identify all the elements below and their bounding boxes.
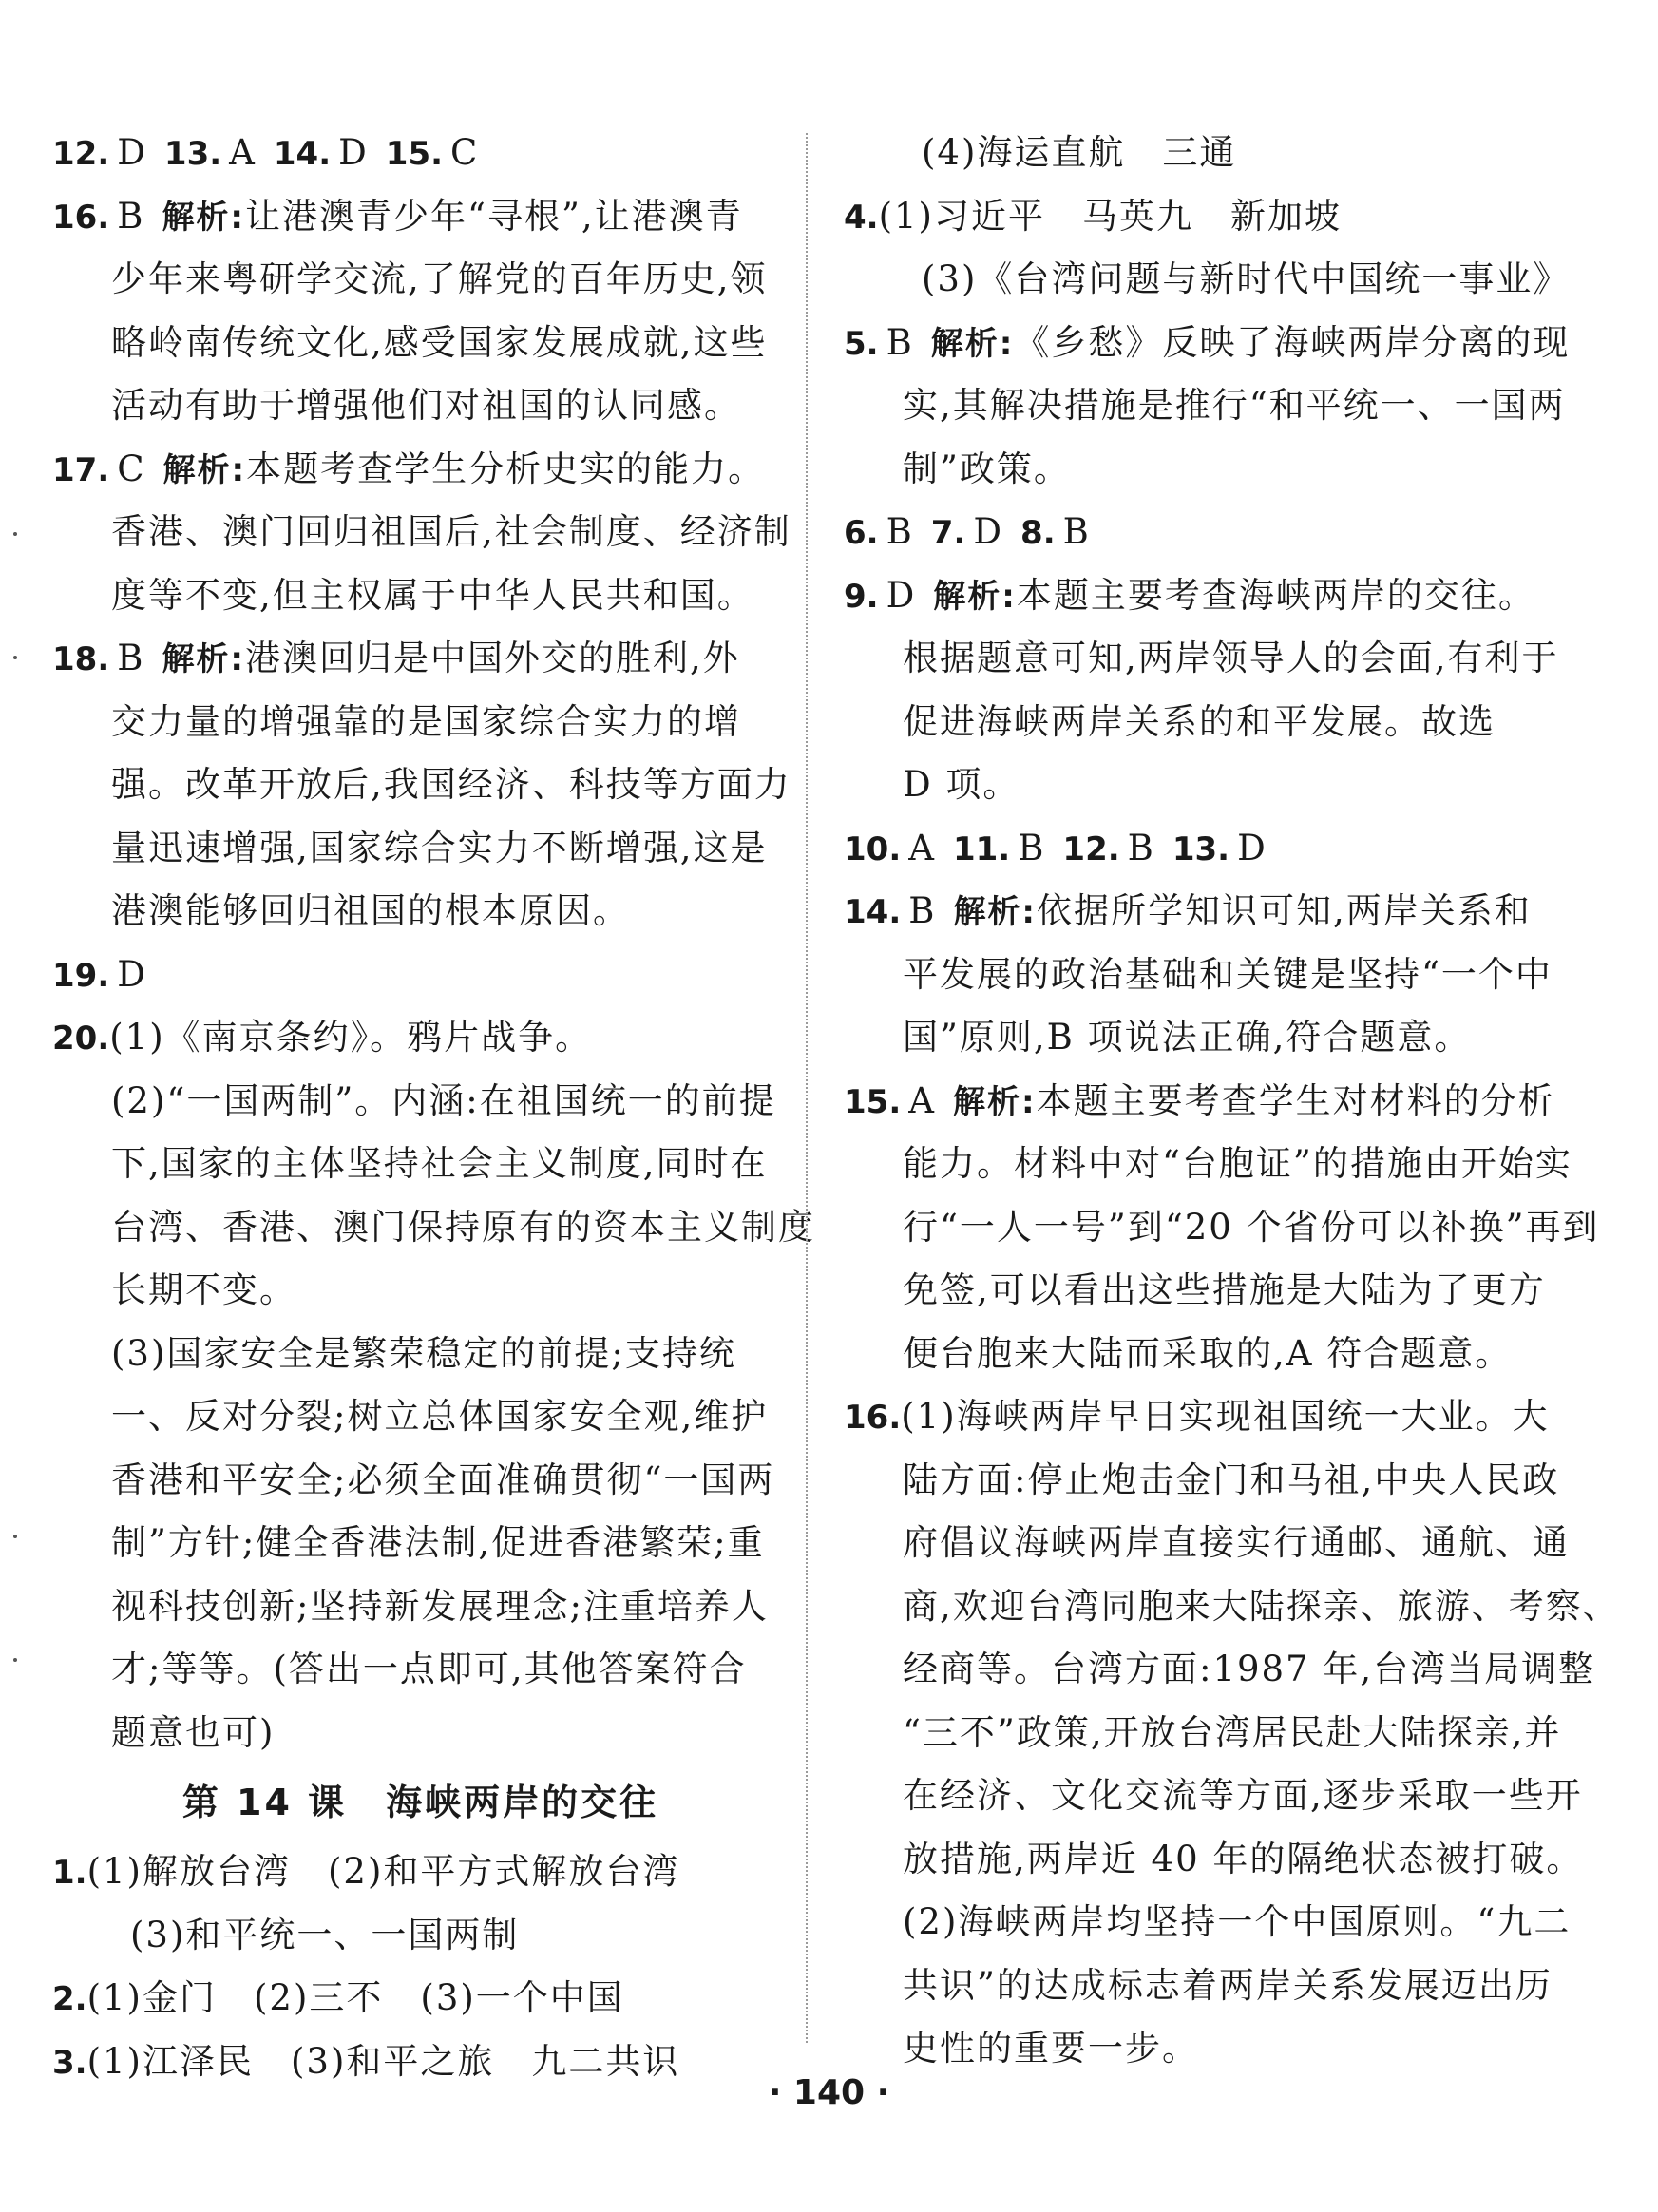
- question-line: [52, 185, 789, 249]
- margin-dot: [13, 656, 17, 659]
- answer-choice: A: [908, 1079, 936, 1121]
- answer-text: 依据所学知识可知,两岸关系和: [1037, 890, 1532, 931]
- continuation-line: (3)《台湾问题与新时代中国统一事业》: [922, 258, 1571, 299]
- answer-text: 港澳回归是中国外交的胜利,外: [245, 638, 740, 678]
- continuation-line: (2)“一国两制”。内涵:在祖国统一的前提: [111, 1079, 776, 1121]
- continuation-line: “三不”政策,开放台湾居民赴大陆探亲,并: [903, 1711, 1562, 1753]
- answer-choice: B: [886, 511, 914, 552]
- question-number: 13.: [163, 135, 222, 173]
- answer-text: (1)海峡两岸早日实现祖国统一大业。大: [901, 1396, 1550, 1437]
- question-number: 12.: [52, 135, 110, 173]
- answer-choice: D: [117, 953, 147, 995]
- answer-row: [52, 122, 789, 185]
- continuation-line: 才;等等。(答出一点即可,其他答案符合: [111, 1649, 747, 1689]
- question-number: 13.: [1172, 830, 1230, 868]
- answer-choice: B: [117, 195, 145, 237]
- continuation-line: (4)海运直航 三通: [922, 132, 1237, 173]
- answer-row: [844, 501, 1604, 564]
- margin-dot: [13, 1658, 17, 1662]
- answer-choice: D: [338, 132, 369, 173]
- continuation-line: 香港和平安全;必须全面准确贯彻“一国两: [111, 1459, 775, 1500]
- continuation-line: 能力。材料中对“台胞证”的措施由开始实: [903, 1143, 1572, 1184]
- analysis-label: 解析:: [162, 450, 247, 489]
- continuation-line: 强。改革开放后,我国经济、科技等方面力: [111, 764, 791, 805]
- analysis-label: 解析:: [933, 577, 1017, 616]
- answer-choice: D: [973, 511, 1004, 552]
- question-number: 15.: [385, 135, 444, 173]
- question-number: 6.: [844, 514, 879, 552]
- continuation-line: D 项。: [903, 764, 1020, 805]
- continuation-line: 量迅速增强,国家综合实力不断增强,这是: [111, 827, 768, 868]
- continuation-line: 在经济、文化交流等方面,逐步采取一些开: [903, 1775, 1583, 1816]
- continuation-line: 便台胞来大陆而采取的,A 符合题意。: [903, 1332, 1513, 1374]
- continuation-line: 度等不变,但主权属于中华人民共和国。: [111, 574, 754, 616]
- question-number: 8.: [1020, 514, 1056, 552]
- answer-text: 本题主要考查海峡两岸的交往。: [1016, 574, 1535, 616]
- question-number: 4.: [844, 198, 879, 237]
- question-line: [52, 627, 789, 691]
- continuation-line: 府倡议海峡两岸直接实行通邮、通航、通: [903, 1522, 1570, 1563]
- answer-text: (1)《南京条约》。鸦片战争。: [109, 1017, 593, 1058]
- question-number: 10.: [844, 830, 902, 868]
- question-number: 16.: [844, 1399, 902, 1437]
- answer-choice: D: [886, 574, 917, 616]
- question-line: [844, 880, 1604, 944]
- continuation-line: 根据题意可知,两岸领导人的会面,有利于: [903, 638, 1559, 678]
- answer-choice: A: [229, 132, 257, 173]
- question-number: 17.: [52, 450, 110, 489]
- question-line: [844, 185, 1604, 249]
- answer-text: 让港澳青少年“寻根”,让港澳青: [245, 195, 743, 237]
- continuation-line: 少年来粤研学交流,了解党的百年历史,领: [111, 258, 768, 299]
- left-column: [52, 122, 815, 2093]
- continuation-line: 商,欢迎台湾同胞来大陆探亲、旅游、考察、: [903, 1585, 1620, 1627]
- continuation-line: 国”原则,B 项说法正确,符合题意。: [903, 1017, 1472, 1058]
- answer-choice: B: [908, 890, 937, 931]
- continuation-line: 港澳能够回归祖国的根本原因。: [111, 890, 630, 931]
- question-number: 16.: [52, 198, 110, 237]
- continuation-line: 题意也可): [111, 1711, 276, 1753]
- continuation-line: 制”政策。: [903, 448, 1071, 489]
- answer-choice: B: [1018, 827, 1046, 868]
- question-number: 19.: [52, 956, 110, 995]
- continuation-line: 陆方面:停止炮击金门和马祖,中央人民政: [903, 1459, 1560, 1500]
- answer-text: (1)习近平 马英九 新加坡: [878, 195, 1342, 237]
- question-line: [52, 1967, 789, 2031]
- question-line: [844, 312, 1604, 375]
- question-number: 20.: [52, 1020, 110, 1058]
- continuation-line: (3)国家安全是繁荣稳定的前提;支持统: [111, 1332, 736, 1374]
- continuation-line: 促进海峡两岸关系的和平发展。故选: [903, 700, 1496, 742]
- section-heading: 第 14 课 海峡两岸的交往: [181, 1782, 659, 1823]
- answer-choice: B: [117, 638, 145, 678]
- answer-choice: D: [117, 132, 147, 173]
- continuation-line: (2)海峡两岸均坚持一个中国原则。“九二: [903, 1901, 1572, 1942]
- continuation-line: 下,国家的主体坚持社会主义制度,同时在: [111, 1143, 768, 1184]
- continuation-line: 一、反对分裂;树立总体国家安全观,维护: [111, 1396, 769, 1437]
- answer-choice: B: [1062, 511, 1091, 552]
- continuation-line: 史性的重要一步。: [903, 2028, 1199, 2069]
- continuation-line: 长期不变。: [111, 1269, 296, 1310]
- answer-text: (1)江泽民 (3)和平之旅 九二共识: [86, 2040, 680, 2082]
- continuation-line: 经商等。台湾方面:1987 年,台湾当局调整: [903, 1649, 1596, 1689]
- continuation-line: 活动有助于增强他们对祖国的认同感。: [111, 385, 741, 426]
- question-number: 2.: [52, 1980, 87, 2018]
- answer-text: (1)金门 (2)三不 (3)一个中国: [86, 1977, 624, 2018]
- question-number: 7.: [930, 514, 966, 552]
- question-line: [52, 438, 789, 502]
- question-line: [52, 1006, 789, 1070]
- margin-dot: [13, 1535, 17, 1538]
- analysis-label: 解析:: [952, 1082, 1037, 1121]
- continuation-line: 台湾、香港、澳门保持原有的资本主义制度: [111, 1206, 815, 1248]
- question-line: [844, 1070, 1604, 1134]
- continuation-line: 制”方针;健全香港法制,促进香港繁荣;重: [111, 1522, 765, 1563]
- question-number: 5.: [844, 324, 879, 363]
- question-number: 15.: [844, 1082, 902, 1121]
- continuation-line: 行“一人一号”到“20 个省份可以补换”再到: [903, 1206, 1600, 1248]
- answer-row: [844, 817, 1604, 881]
- answer-text: 《乡愁》反映了海峡两岸分离的现: [1014, 321, 1571, 363]
- question-number: 14.: [844, 893, 902, 931]
- answer-choice: A: [908, 827, 936, 868]
- answer-choice: D: [1237, 827, 1267, 868]
- column-divider: [806, 133, 808, 2043]
- continuation-line: 共识”的达成标志着两岸关系发展迈出历: [903, 1964, 1553, 2006]
- page-number: · 140 ·: [768, 2073, 890, 2112]
- question-line: [52, 944, 789, 1007]
- continuation-line: 平发展的政治基础和关键是坚持“一个中: [903, 953, 1553, 995]
- question-line: [844, 1385, 1604, 1449]
- answer-text: (1)解放台湾 (2)和平方式解放台湾: [86, 1851, 680, 1892]
- continuation-line: 交力量的增强靠的是国家综合实力的增: [111, 700, 741, 742]
- question-number: 3.: [52, 2043, 87, 2082]
- question-number: 12.: [1062, 830, 1120, 868]
- answer-choice: B: [1127, 827, 1155, 868]
- analysis-label: 解析:: [162, 640, 246, 678]
- continuation-line: 略岭南传统文化,感受国家发展成就,这些: [111, 321, 768, 363]
- continuation-line: 实,其解决措施是推行“和平统一、一国两: [903, 385, 1566, 426]
- question-line: [844, 564, 1604, 628]
- question-line: [52, 1840, 789, 1904]
- answer-choice: C: [117, 448, 146, 489]
- question-number: 11.: [952, 830, 1011, 868]
- continuation-line: 免签,可以看出这些措施是大陆为了更方: [903, 1269, 1546, 1310]
- analysis-label: 解析:: [930, 324, 1015, 363]
- answer-choice: C: [450, 132, 480, 173]
- question-number: 14.: [273, 135, 332, 173]
- answer-text: 本题考查学生分析史实的能力。: [246, 448, 766, 489]
- answer-text: 本题主要考查学生对材料的分析: [1036, 1079, 1555, 1121]
- question-number: 9.: [844, 577, 879, 616]
- answer-choice: B: [886, 321, 914, 363]
- question-number: 1.: [52, 1854, 87, 1892]
- analysis-label: 解析:: [162, 198, 246, 237]
- continuation-line: 视科技创新;坚持新发展理念;注重培养人: [111, 1585, 769, 1627]
- continuation-line: 放措施,两岸近 40 年的隔绝状态被打破。: [903, 1838, 1584, 1879]
- right-column: [844, 122, 1620, 2081]
- continuation-line: (3)和平统一、一国两制: [130, 1914, 520, 1955]
- question-number: 18.: [52, 640, 110, 678]
- analysis-label: 解析:: [953, 893, 1038, 931]
- continuation-line: 香港、澳门回归祖国后,社会制度、经济制: [111, 511, 791, 552]
- margin-dot: [13, 532, 17, 536]
